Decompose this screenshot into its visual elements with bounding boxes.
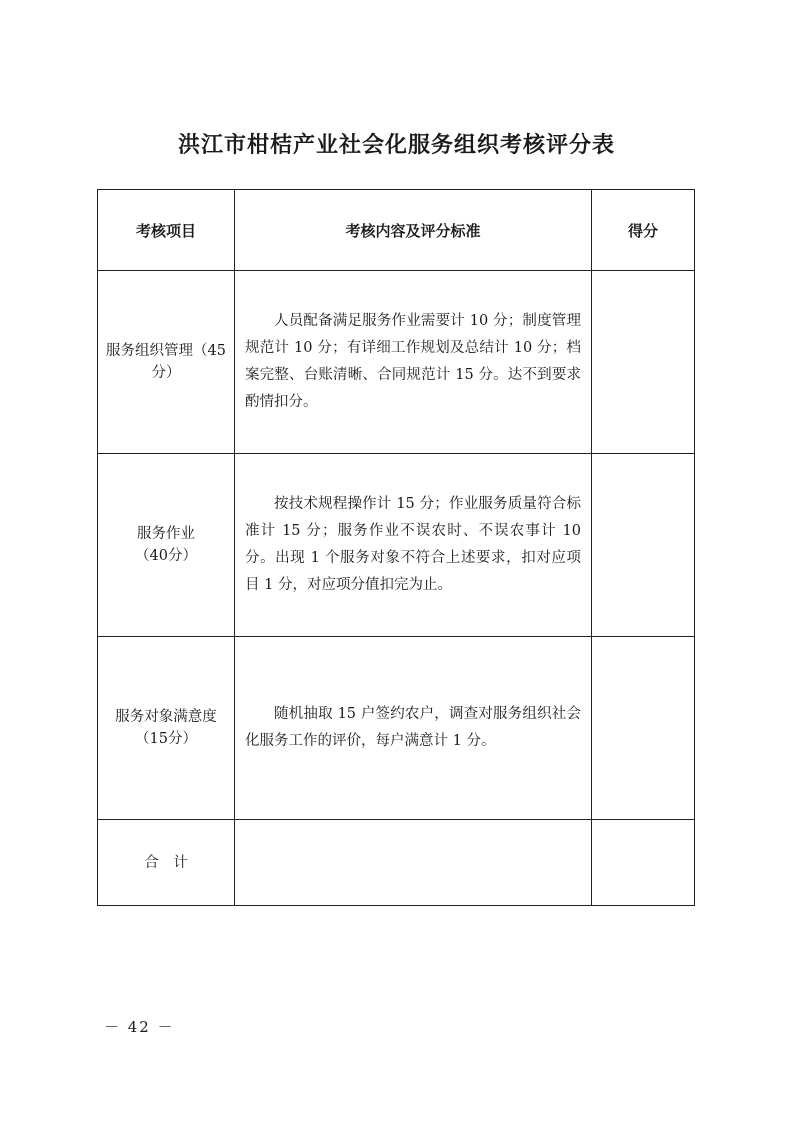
page-number: － 42 － <box>104 1018 175 1036</box>
total-label: 合 计 <box>98 820 235 906</box>
row-item <box>98 637 235 820</box>
row-item <box>98 271 235 454</box>
row-score-cell <box>592 454 695 637</box>
page-title: 洪江市柑桔产业社会化服务组织考核评分表 <box>177 132 615 158</box>
row-item-points: （15分） <box>135 731 197 747</box>
total-row <box>98 820 695 906</box>
header-content: 考核内容及评分标准 <box>235 190 592 271</box>
table-row <box>98 454 695 637</box>
row-item-points: （40分） <box>135 548 197 564</box>
row-content: 按技术规程操作计 15 分；作业服务质量符合标准计 15 分；服务作业不误农时、不误农事计 10 分。出现 1 个服务对象不符合上述要求，扣对应项目 1 分，对应项分值扣完为止。 <box>235 454 592 637</box>
header-item: 考核项目 <box>98 190 235 271</box>
scoring-table <box>97 189 695 906</box>
total-content-cell <box>235 820 592 906</box>
table-header-row <box>98 190 695 271</box>
total-score-cell <box>592 820 695 906</box>
row-item-label: 服务组织管理（45分） <box>106 343 226 381</box>
row-item <box>98 454 235 637</box>
table-row <box>98 271 695 454</box>
row-item-label: 服务作业 <box>137 526 195 542</box>
row-score-cell <box>592 637 695 820</box>
row-content: 人员配备满足服务作业需要计 10 分；制度管理规范计 10 分；有详细工作规划及总结计 10 分；档案完整、台账清晰、合同规范计 15 分。达不到要求酌情扣分。 <box>235 271 592 454</box>
header-score: 得分 <box>592 190 695 271</box>
table-row <box>98 637 695 820</box>
row-score-cell <box>592 271 695 454</box>
row-item-label: 服务对象满意度 <box>115 709 217 725</box>
row-content: 随机抽取 15 户签约农户，调查对服务组织社会化服务工作的评价，每户满意计 1 分。 <box>235 637 592 820</box>
